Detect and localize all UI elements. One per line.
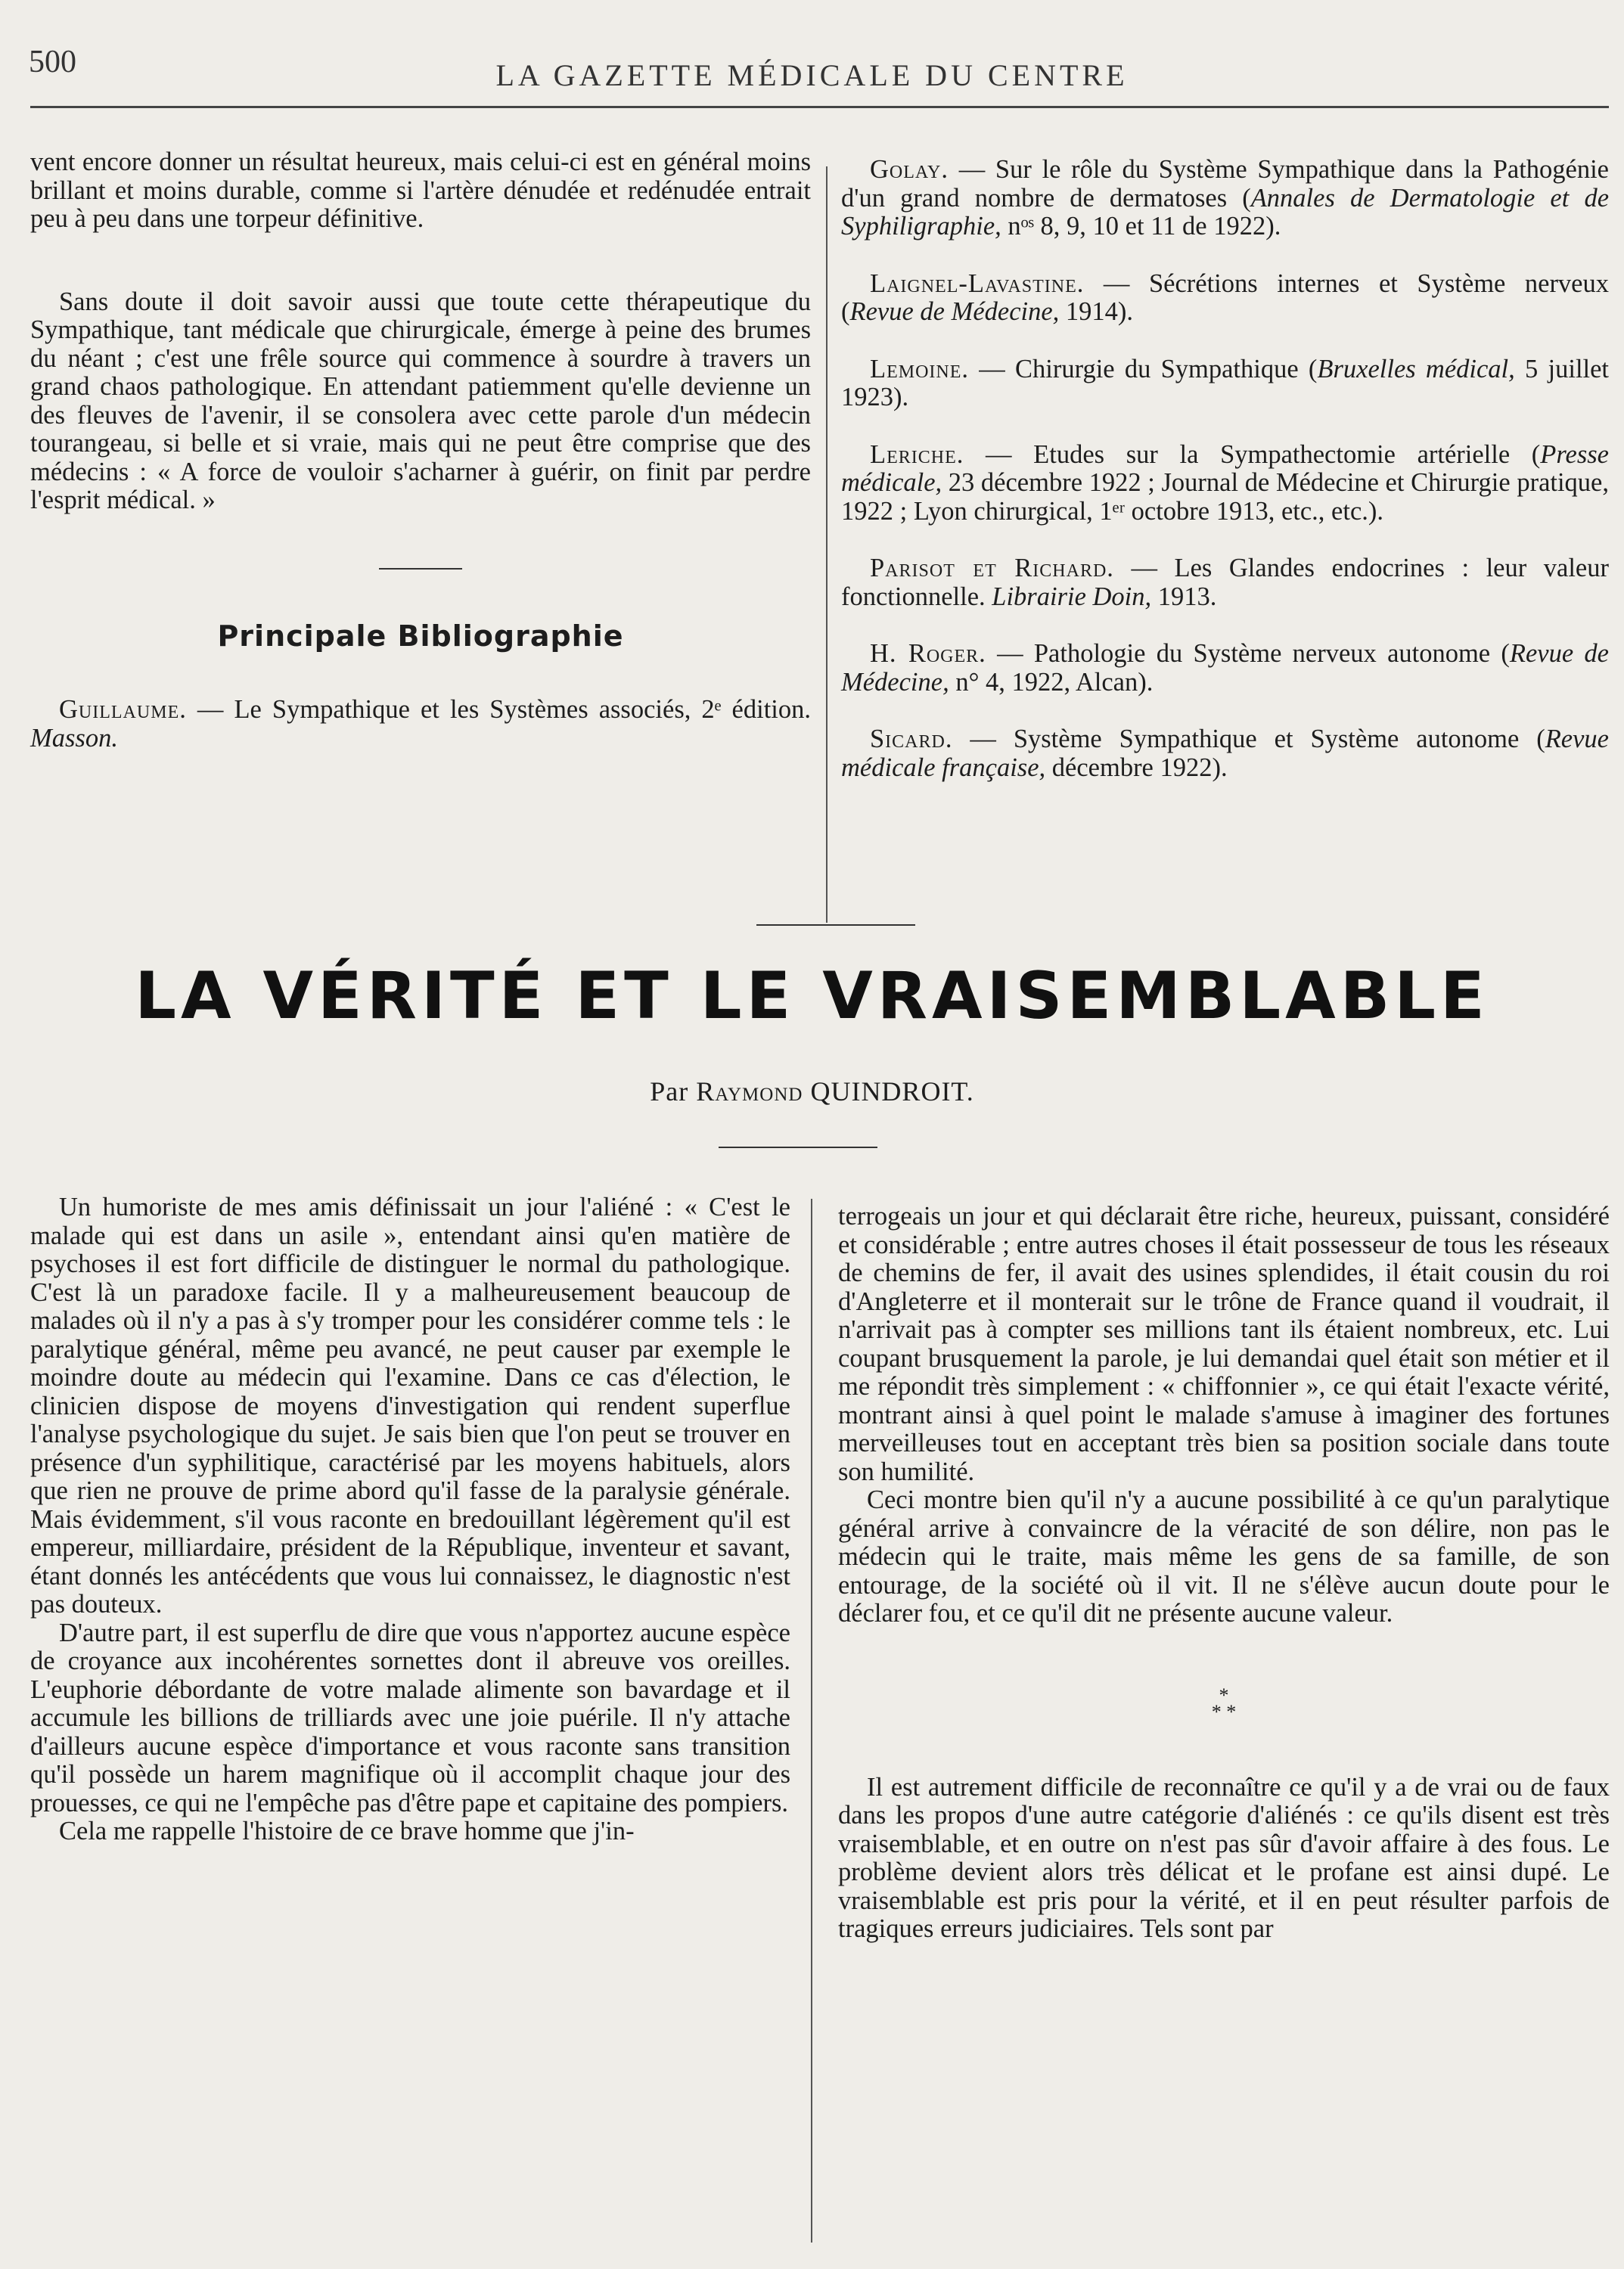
article-paragraph: Il est autrement difficile de reconnaître ce qu'il y a de vrai ou de faux dans les propos d'une autre catégorie d'aliénés : ce qu'ils disent est très vraisemblable, et en outre on n'est pas sûr d'avoir affaire à des fous. Le problème devient alors très délicat et le profane est ainsi dupé. Le vraisemblable est pris pour la vérité, et il en peut résulter parfois de tragiques erreurs judiciaires. Tels sont par: [838, 1772, 1610, 1943]
top-right-column: [841, 156, 1609, 782]
bibliography-entry: Lemoine. — Chirurgie du Sympathique (Bruxelles médical, 5 juillet 1923).: [841, 354, 1610, 411]
article-paragraph: Cela me rappelle l'histoire de ce brave homme que j'in-: [59, 1817, 635, 1845]
top-left-column: [30, 148, 811, 753]
header-rule: [30, 106, 1609, 108]
author-first-name: Raymond: [696, 1076, 803, 1107]
column-divider-top: [826, 166, 828, 923]
running-title: LA GAZETTE MÉDICALE DU CENTRE: [495, 58, 1129, 92]
top-left-paragraph-1: vent encore donner un résultat heureux, mais celui-ci est en général moins brillant et moins durable, comme si l'artère dénudée et redénudée entrait peu à peu dans une torpeur définitive.: [30, 147, 811, 233]
section-asterisks: * * *: [1211, 1684, 1237, 1723]
article-paragraph: Un humoriste de mes amis définissait un jour l'aliéné : « C'est le malade qui est dans un asile », entendant ainsi qu'en matière de psychoses il est fort difficile de distinguer le normal du pathologique. C'est là un paradoxe facile. Il y a malheureusement beaucoup de malades où il n'y a pas à s'y tromper pour les considérer comme tels : le paralytique général, même peu avancé, ne peut causer par exemple le moindre doute au médecin qui l'examine. Dans ce cas d'élection, le clinicien dispose de moyens d'investigation qui rendent superflue l'analyse psychologique du sujet. Je sais bien que l'on peut se trouver en présence d'un syphilitique, caractérisé par les moyens habituels, alors que rien ne prouve de prime abord qu'il fasse de la paralysie générale. Mais évidemment, s'il vous raconte en bredouillant légèrement qu'il est empereur, milliardaire, président de la République, inventeur et savant, étant donnés les antécédents que vous lui connaissez, le diagnostic n'est pas douteux.: [30, 1193, 790, 1619]
bibliography-entry: Golay. — Sur le rôle du Système Sympathique dans la Pathogénie d'un grand nombre de dermatoses (Annales de Dermatologie et de Syphiligraphie, nᵒˢ 8, 9, 10 et 11 de 1922).: [841, 155, 1610, 241]
top-left-paragraph-2: Sans doute il doit savoir aussi que toute cette thérapeutique du Sympathique, tant médicale que chirurgicale, émerge à peine des brumes du néant ; c'est une frêle source qui commence à sourdre à travers un grand chaos pathologique. En attendant patiemment qu'elle devienne un des fleuves de l'avenir, il se consolera avec cette parole d'un médecin tourangeau, si belle et si vraie, mais qui ne peut être comprise que des médecins : « A force de vouloir s'acharner à guérir, on finit par perdre l'esprit médical. »: [30, 287, 811, 514]
bibliography-entry: H. Roger. — Pathologie du Système nerveux autonome (Revue de Médecine, n° 4, 1922, Alcan).: [841, 639, 1609, 697]
author-last-name: QUINDROIT.: [803, 1076, 974, 1107]
article-paragraph: terrogeais un jour et qui déclarait être riche, heureux, puissant, considéré et considérable ; entre autres choses il était possesseur de tous les réseaux de chemins de fer, il avait des usines splendides, il était cousin du roi d'Angleterre et il monterait sur le trône de France quand il voudrait, il n'arrivait pas à compter ses millions tant ils étaient nombreux, etc. Lui coupant brusquement la parole, je lui demandai quel était son métier et il me répondit très simplement : « chiffonnier », ce qui était l'exacte vérité, montrant ainsi à quel point le malade s'amuse à imaginer des fortunes merveilleuses tout en acceptant très bien sa position sociale dans toute son humilité.: [838, 1202, 1610, 1486]
article-paragraph: Ceci montre bien qu'il n'y a aucune possibilité à ce qu'un paralytique général arrive à convaincre de la véracité de son délire, non pas le médecin qui le traite, mais même les gens de sa famille, de son entourage, de la société où il vit. Il ne s'élève aucun doute pour le déclarer fou, et ce qu'il dit ne présente aucune valeur.: [838, 1485, 1610, 1628]
bibliography-entry: [30, 696, 811, 753]
reference-text: — Le Sympathique et les Systèmes associés, 2ᵉ édition.: [186, 695, 811, 724]
bibliography-heading: Principale Bibliographie: [217, 619, 624, 653]
article-paragraph: D'autre part, il est superflu de dire que vous n'apportez aucune espèce de croyance aux incohérentes sornettes dont il abreuve vos oreilles. L'euphorie débordante de votre malade alimente son bavardage et il accumule les billions de trilliards avec une joie puérile. Il n'y attache d'ailleurs aucune espèce d'importance et vous raconte sans transition qu'il possède un harem magnifique où il accomplit chaque jour des prouesses, ce qui ne l'empêche pas d'être pape et capitaine des pompiers.: [30, 1618, 790, 1817]
section-separator: [379, 568, 462, 570]
article-title: LA VÉRITÉ ET LE VRAISEMBLABLE: [135, 958, 1489, 1034]
page-number: 500: [29, 45, 76, 79]
reference-author: Guillaume.: [59, 695, 187, 724]
column-divider-bottom: [811, 1199, 812, 2243]
bibliography-entry: Laignel-Lavastine. — Sécrétions internes et Système nerveux (Revue de Médecine, 1914).: [841, 268, 1609, 326]
article-left-column: [30, 1193, 790, 1846]
article-top-rule: [756, 924, 915, 926]
reference-publisher: Masson.: [30, 723, 118, 753]
bibliography-entry: Sicard. — Système Sympathique et Système autonome (Revue médicale française, décembre 1922).: [841, 725, 1609, 782]
bibliography-entry: Leriche. — Etudes sur la Sympathectomie artérielle (Presse médicale, 23 décembre 1922 ; Journal de Médecine et Chirurgie pratique, 1922 ; Lyon chirurgical, 1ᵉʳ octobre 1913, etc., etc.).: [841, 439, 1609, 526]
article-bottom-rule: [719, 1147, 877, 1148]
article-byline: Par Raymond QUINDROIT.: [650, 1076, 974, 1107]
article-right-column: [838, 1203, 1610, 1944]
bibliography-entry: Parisot et Richard. — Les Glandes endocrines : leur valeur fonctionnelle. Librairie Doin, 1913.: [841, 554, 1609, 611]
